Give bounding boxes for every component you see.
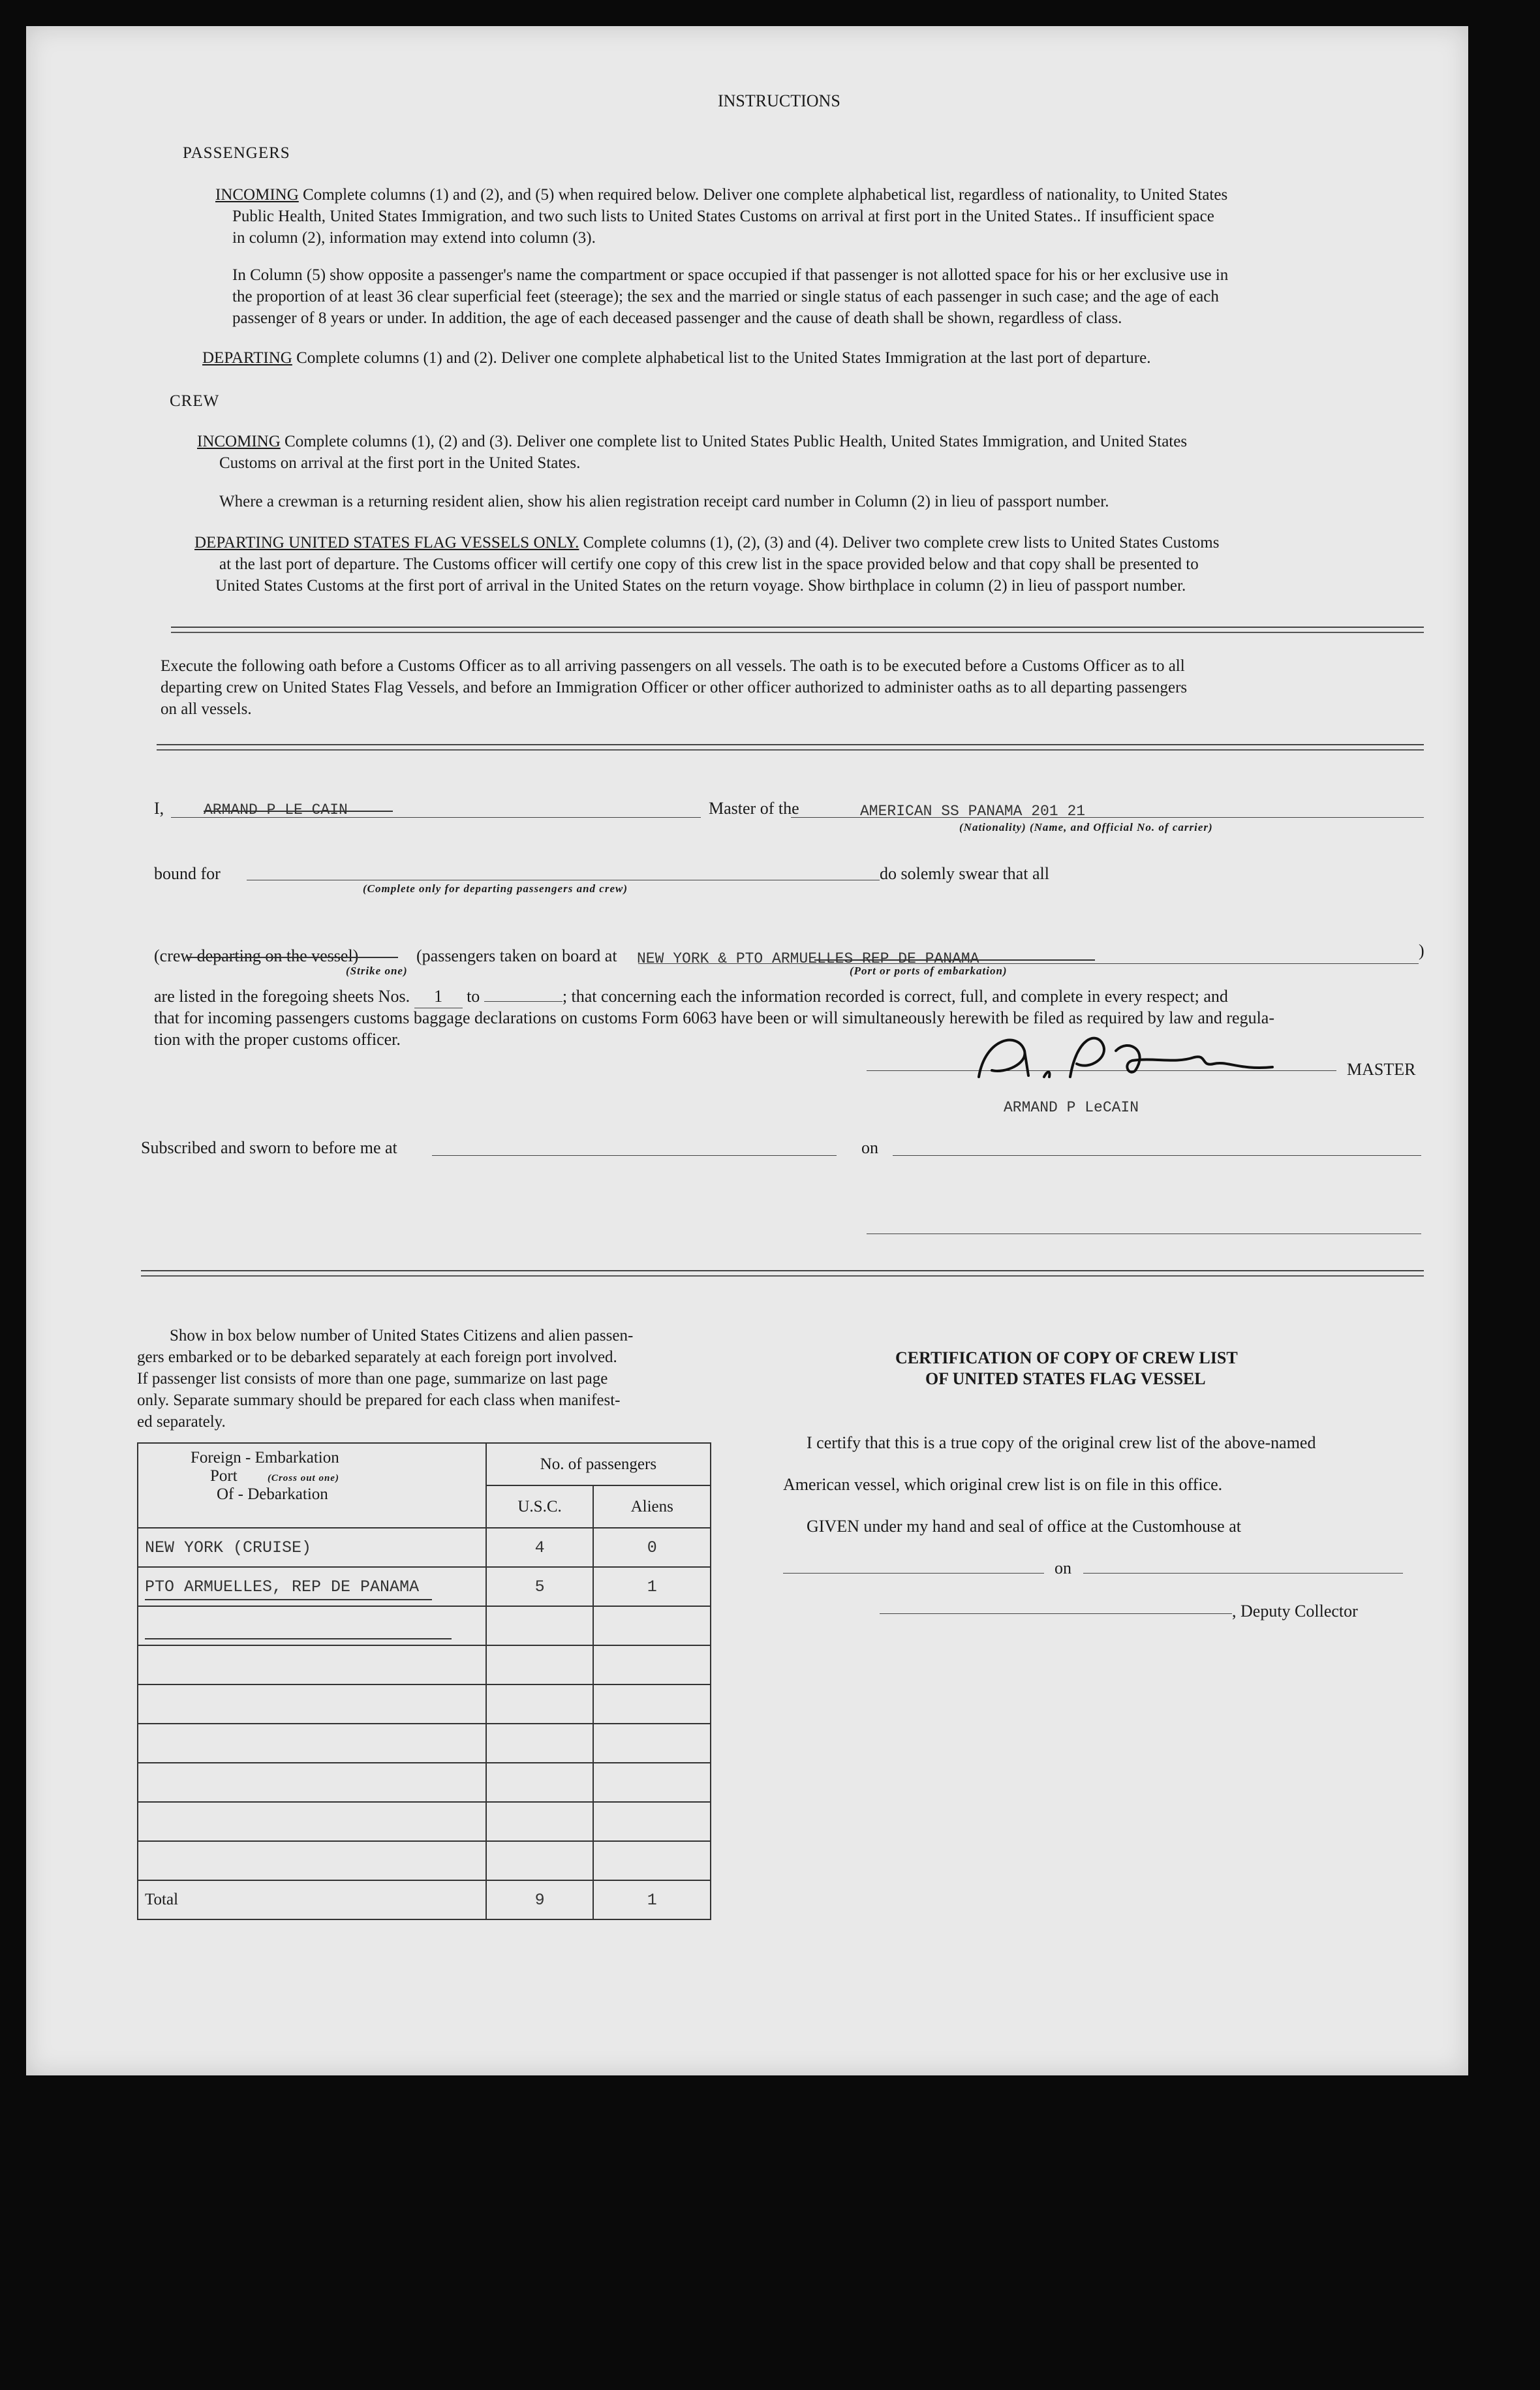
summary-note-line3: If passenger list consists of more than one page, summarize on last page bbox=[137, 1370, 608, 1388]
master-signature bbox=[966, 1025, 1318, 1090]
swear-text: do solemly swear that all bbox=[880, 864, 1049, 883]
row-aliens: 0 bbox=[593, 1528, 711, 1567]
port-header-cross: (Cross out one) bbox=[267, 1473, 339, 1483]
row-aliens bbox=[593, 1606, 711, 1645]
row-usc: 4 bbox=[486, 1528, 594, 1567]
instructions-title: INSTRUCTIONS bbox=[718, 91, 840, 110]
table-row bbox=[138, 1684, 711, 1724]
crew-departing-flag-line2: at the last port of departure. The Customs officer will certify one copy of this crew list in the space provided below and that copy shall be presented to bbox=[219, 555, 1199, 573]
bound-for-caption: (Complete only for departing passengers and crew) bbox=[363, 882, 628, 895]
crew-incoming-line2: Customs on arrival at the first port in the United States. bbox=[219, 454, 581, 472]
port-column-header bbox=[138, 1443, 486, 1528]
strike-one-caption: (Strike one) bbox=[346, 965, 408, 977]
subscribed-date-line bbox=[893, 1155, 1421, 1156]
summary-note-line4: only. Separate summary should be prepared for each class when manifest- bbox=[137, 1391, 621, 1409]
column5-line1: In Column (5) show opposite a passenger's name the compartment or space occupied if that passenger is not allotted space for his or her exclusive use in bbox=[232, 266, 1229, 284]
crew-heading: CREW bbox=[170, 392, 220, 410]
total-aliens: 1 bbox=[593, 1880, 711, 1919]
given-text: GIVEN under my hand and seal of office at the Customhouse at bbox=[807, 1517, 1241, 1536]
sheet-from-value: 1 bbox=[414, 985, 463, 1008]
row-aliens bbox=[593, 1802, 711, 1841]
total-label: Total bbox=[138, 1880, 486, 1919]
row-usc bbox=[486, 1724, 594, 1763]
certification-title-line1: CERTIFICATION OF COPY OF CREW LIST bbox=[895, 1348, 1238, 1367]
passengers-incoming-line1: Complete columns (1) and (2), and (5) when required below. Deliver one complete alphabetical list, regardless of nationality, to United States bbox=[303, 186, 1228, 204]
certify-vessel-text: American vessel, which original crew list is on file in this office. bbox=[783, 1475, 1223, 1494]
document-page bbox=[26, 26, 1468, 2075]
certify-text: I certify that this is a true copy of the original crew list of the above-named bbox=[807, 1433, 1316, 1452]
passengers-departing-label: DEPARTING bbox=[202, 349, 292, 367]
vessel-caption: (Nationality) (Name, and Official No. of carrier) bbox=[959, 821, 1213, 833]
passengers-departing bbox=[202, 347, 1150, 369]
table-row bbox=[138, 1802, 711, 1841]
master-of-label: Master of the bbox=[709, 799, 799, 818]
ports-value: NEW YORK & PTO ARMUELLES REP DE PANAMA bbox=[637, 950, 979, 967]
port-header-line1: Foreign - Embarkation bbox=[191, 1449, 339, 1467]
crew-departing-flag-line3: United States Customs at the first port of arrival in the United States on the return voyage. Show birthplace in column (2) in lieu of passport number. bbox=[215, 577, 1186, 595]
row-port: PTO ARMUELLES, REP DE PANAMA bbox=[138, 1567, 486, 1606]
column5-line3: passenger of 8 years or under. In addition, the age of each deceased passenger and the cause of death shall be shown, regardless of class. bbox=[232, 309, 1122, 327]
row-port bbox=[138, 1841, 486, 1880]
table-row bbox=[138, 1763, 711, 1802]
row2-port-strike bbox=[145, 1638, 452, 1639]
certification-title-line2: OF UNITED STATES FLAG VESSEL bbox=[925, 1369, 1206, 1388]
summary-note-line1: Show in box below number of United States Citizens and alien passen- bbox=[170, 1327, 634, 1344]
passengers-incoming bbox=[215, 184, 1227, 206]
crew-departing-flag-label: DEPARTING UNITED STATES FLAG VESSELS ONLY. bbox=[194, 534, 579, 551]
row-usc bbox=[486, 1645, 594, 1684]
table-row bbox=[138, 1606, 711, 1645]
row-aliens bbox=[593, 1763, 711, 1802]
passengers-taken-option: (passengers taken on board at bbox=[416, 946, 617, 965]
row-usc bbox=[486, 1684, 594, 1724]
subscribed-place-line bbox=[432, 1155, 837, 1156]
ports-caption: (Port or ports of embarkation) bbox=[850, 965, 1008, 977]
listed-prefix: are listed in the foregoing sheets Nos. bbox=[154, 987, 410, 1006]
row-usc: 5 bbox=[486, 1567, 594, 1606]
row-usc bbox=[486, 1841, 594, 1880]
row-port bbox=[138, 1606, 486, 1645]
passengers-incoming-line3: in column (2), information may extend into column (3). bbox=[232, 229, 596, 247]
ports-strike bbox=[814, 959, 1095, 961]
certification-date-line bbox=[1083, 1573, 1403, 1574]
oath-i-label: I, bbox=[154, 799, 164, 818]
master-typed-name: ARMAND P LeCAIN bbox=[1004, 1099, 1139, 1116]
to-label: to bbox=[467, 987, 480, 1006]
row1-port-strike bbox=[145, 1599, 432, 1600]
passengers-incoming-line2: Public Health, United States Immigration, and two such lists to United States Customs on arrival at first port in the United States.. If insufficient space bbox=[232, 208, 1214, 225]
deputy-signature-line bbox=[880, 1613, 1232, 1614]
crew-departing-flag-line1: Complete columns (1), (2), (3) and (4). Deliver two complete crew lists to United States Customs bbox=[583, 534, 1220, 551]
oath-line-c: tion with the proper customs officer. bbox=[154, 1030, 401, 1049]
port-header-line3: Of - Debarkation bbox=[217, 1485, 328, 1503]
row-aliens bbox=[593, 1645, 711, 1684]
passengers-heading: PASSENGERS bbox=[183, 144, 290, 162]
vessel-value: AMERICAN SS PANAMA 201 21 bbox=[860, 803, 1086, 820]
oath-sheets-line bbox=[154, 985, 1228, 1008]
total-usc: 9 bbox=[486, 1880, 594, 1919]
table-header-row bbox=[138, 1443, 711, 1485]
sheet-to-field bbox=[484, 1001, 562, 1002]
customhouse-place-line bbox=[783, 1573, 1044, 1574]
ports-close-paren: ) bbox=[1419, 941, 1424, 960]
crew-departing-strike bbox=[187, 957, 398, 958]
crew-departing-option: (crew departing on the vessel) bbox=[154, 946, 359, 965]
row-aliens bbox=[593, 1724, 711, 1763]
row-usc bbox=[486, 1763, 594, 1802]
passengers-departing-text: Complete columns (1) and (2). Deliver one complete alphabetical list to the United States Immigration at the last port of departure. bbox=[296, 349, 1151, 367]
bound-for-label: bound for bbox=[154, 864, 221, 883]
master-label: MASTER bbox=[1347, 1060, 1416, 1079]
resident-alien-note: Where a crewman is a returning resident alien, show his alien registration receipt card number in Column (2) in lieu of passport number. bbox=[219, 493, 1109, 510]
summary-note-line2: gers embarked or to be debarked separately at each foreign port involved. bbox=[137, 1348, 617, 1366]
section-divider bbox=[141, 1270, 1424, 1277]
row-usc bbox=[486, 1606, 594, 1645]
passenger-summary-table bbox=[137, 1442, 711, 1920]
port-header-line2: Port bbox=[210, 1467, 238, 1485]
row-port bbox=[138, 1763, 486, 1802]
table-row bbox=[138, 1724, 711, 1763]
aliens-header: Aliens bbox=[593, 1485, 711, 1528]
row-port bbox=[138, 1645, 486, 1684]
table-row bbox=[138, 1528, 711, 1567]
oath-intro-line1: Execute the following oath before a Customs Officer as to all arriving passengers on all vessels. The oath is to be executed before a Customs Officer as to all bbox=[161, 657, 1185, 675]
row-usc bbox=[486, 1802, 594, 1841]
crew-departing-flag bbox=[194, 532, 1219, 553]
certification-on-label: on bbox=[1055, 1559, 1071, 1577]
oath-intro-line2: departing crew on United States Flag Vessels, and before an Immigration Officer or other officer authorized to administer oaths as to all departing passengers bbox=[161, 679, 1188, 696]
total-row bbox=[138, 1880, 711, 1919]
section-divider bbox=[171, 627, 1424, 633]
port-header-line2-row bbox=[145, 1467, 479, 1485]
crew-incoming-line1: Complete columns (1), (2) and (3). Deliver one complete list to United States Public Health, United States Immigration, and United States bbox=[285, 433, 1188, 450]
passengers-incoming-label: INCOMING bbox=[215, 186, 299, 204]
section-divider bbox=[157, 744, 1424, 751]
row-port bbox=[138, 1684, 486, 1724]
oath-intro-line3: on all vessels. bbox=[161, 700, 252, 718]
row-aliens bbox=[593, 1841, 711, 1880]
usc-header: U.S.C. bbox=[486, 1485, 594, 1528]
row-port: NEW YORK (CRUISE) bbox=[138, 1528, 486, 1567]
row-port bbox=[138, 1802, 486, 1841]
deputy-collector-label: , Deputy Collector bbox=[1232, 1602, 1358, 1621]
crew-incoming bbox=[197, 431, 1187, 452]
master-name-strike bbox=[204, 811, 393, 812]
listed-suffix: ; that concerning each the information recorded is correct, full, and complete in every respect; and bbox=[562, 987, 1228, 1006]
row-port bbox=[138, 1724, 486, 1763]
column5-line2: the proportion of at least 36 clear superficial feet (steerage); the sex and the married or single status of each passenger in such case; and the age of each bbox=[232, 288, 1219, 305]
summary-note-line5: ed separately. bbox=[137, 1413, 226, 1431]
table-row bbox=[138, 1841, 711, 1880]
row-aliens bbox=[593, 1684, 711, 1724]
table-row bbox=[138, 1567, 711, 1606]
passengers-count-header: No. of passengers bbox=[486, 1443, 711, 1485]
oath-line-b: that for incoming passengers customs baggage declarations on customs Form 6063 have been or will simultaneously herewith be filed as required by law and regula- bbox=[154, 1008, 1274, 1027]
subscribed-label: Subscribed and sworn to before me at bbox=[141, 1138, 397, 1157]
table-row bbox=[138, 1645, 711, 1684]
master-name-value: ARMAND P LE CAIN bbox=[204, 801, 348, 818]
subscribed-on-label: on bbox=[861, 1138, 878, 1157]
row-aliens: 1 bbox=[593, 1567, 711, 1606]
crew-incoming-label: INCOMING bbox=[197, 433, 281, 450]
